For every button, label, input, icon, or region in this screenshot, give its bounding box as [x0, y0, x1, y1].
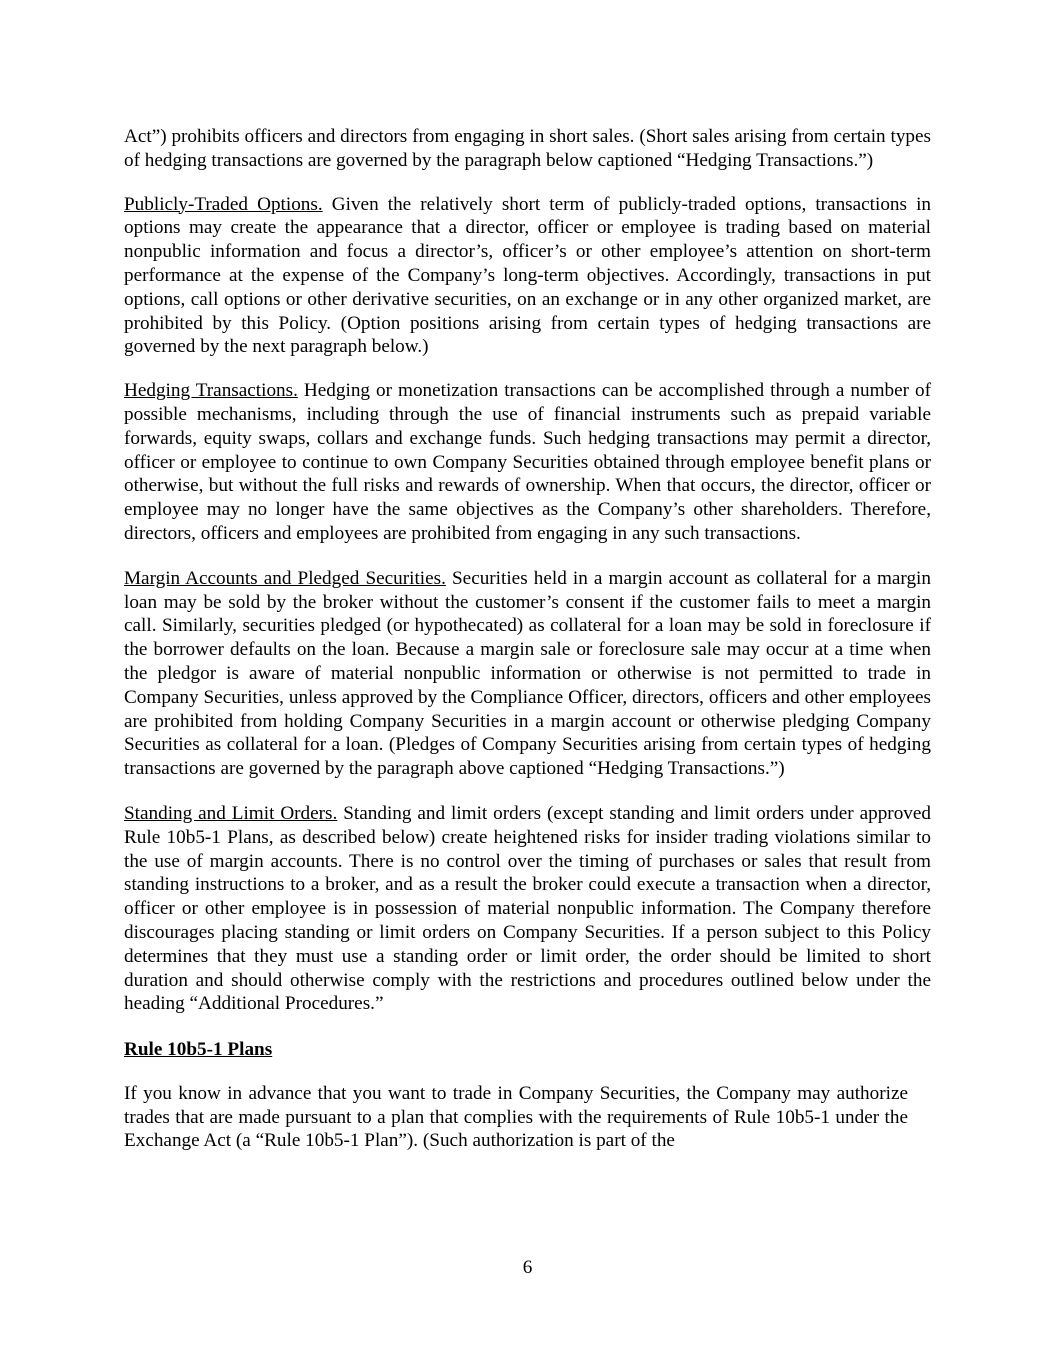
page-number: 6: [522, 1257, 533, 1278]
paragraph-margin-accounts-body: Securities held in a margin account as collateral for a margin loan may be sold by the broker without the customer’s consent if the customer fails to meet a margin call. Similarly, securities pledged (or hypothecated) as collateral for a loan may be sold in foreclosure if the borrower defaults on the loan. Because a margin sale or foreclosure sale may occur at a time when the pledgor is aware of material nonpublic information or otherwise is not permitted to trade in Company Securities, unless approved by the Compliance Officer, directors, officers and other employees are prohibited from holding Company Securities in a margin account or otherwise pledging Company Securities as collateral for a loan. (Pledges of Company Securities arising from certain types of hedging transactions are governed by the paragraph above captioned “Hedging Transactions.”): [124, 567, 931, 780]
paragraph-hedging-transactions-body: Hedging or monetization transactions can be accomplished through a number of possible mechanisms, including through the use of financial instruments such as prepaid variable forwards, equity swaps, collars and exchange funds. Such hedging transactions may permit a director, officer or employee to continue to own Company Securities obtained through employee benefit plans or otherwise, but without the full risks and rewards of ownership. When that occurs, the director, officer or employee may no longer have the same objectives as the Company’s other shareholders. Therefore, directors, officers and employees are prohibited from engaging in any such transactions.: [124, 380, 931, 544]
heading-standing-limit-orders: Standing and Limit Orders.: [124, 802, 338, 824]
heading-hedging-transactions: Hedging Transactions.: [124, 380, 298, 402]
section-heading-rule-10b5-1: Rule 10b5-1 Plans: [124, 1039, 273, 1061]
paragraph-rule-10b5-1-plans-body: If you know in advance that you want to trade in Company Securities, the Company may authorize trades that are made pursuant to a plan that complies with the requirements of Rule 10b5-1 under the Exchange Act (a “Rule 10b5-1 Plan”). (Such authorization is part of the: [124, 1082, 908, 1152]
paragraph-margin-accounts: [124, 567, 931, 781]
paragraph-publicly-traded-options: [124, 193, 931, 360]
document-page: [124, 125, 931, 1153]
paragraph-short-sales: [124, 125, 931, 173]
heading-publicly-traded-options: Publicly-Traded Options.: [124, 193, 323, 215]
paragraph-standing-limit-orders-body: Standing and limit orders (except standing and limit orders under approved Rule 10b5-1 Plans, as described below) create heightened risks for insider trading violations similar to the use of margin accounts. There is no control over the timing of purchases or sales that result from standing instructions to a broker, and as a result the broker could execute a transaction when a director, officer or other employee is in possession of material nonpublic information. The Company therefore discourages placing standing or limit orders on Company Securities. If a person subject to this Policy determines that they must use a standing order or limit order, the order should be limited to short duration and should otherwise comply with the restrictions and procedures outlined below under the heading “Additional Procedures.”: [124, 802, 931, 1015]
paragraph-rule-10b5-1-plans: [124, 1082, 908, 1153]
heading-margin-accounts: Margin Accounts and Pledged Securities.: [124, 567, 446, 589]
paragraph-standing-limit-orders: [124, 802, 931, 1016]
paragraph-short-sales-body: Act”) prohibits officers and directors from engaging in short sales. (Short sales arising from certain types of hedging transactions are governed by the paragraph below captioned “Hedging Transactions.”): [124, 126, 931, 171]
paragraph-hedging-transactions: [124, 379, 931, 546]
paragraph-publicly-traded-options-body: Given the relatively short term of publicly-traded options, transactions in options may create the appearance that a director, officer or employee is trading based on material nonpublic information and focus a director’s, officer’s or other employee’s attention on short-term performance at the expense of the Company’s long-term objectives. Accordingly, transactions in put options, call options or other derivative securities, on an exchange or in any other organized market, are prohibited by this Policy. (Option positions arising from certain types of hedging transactions are governed by the next paragraph below.): [124, 193, 931, 358]
